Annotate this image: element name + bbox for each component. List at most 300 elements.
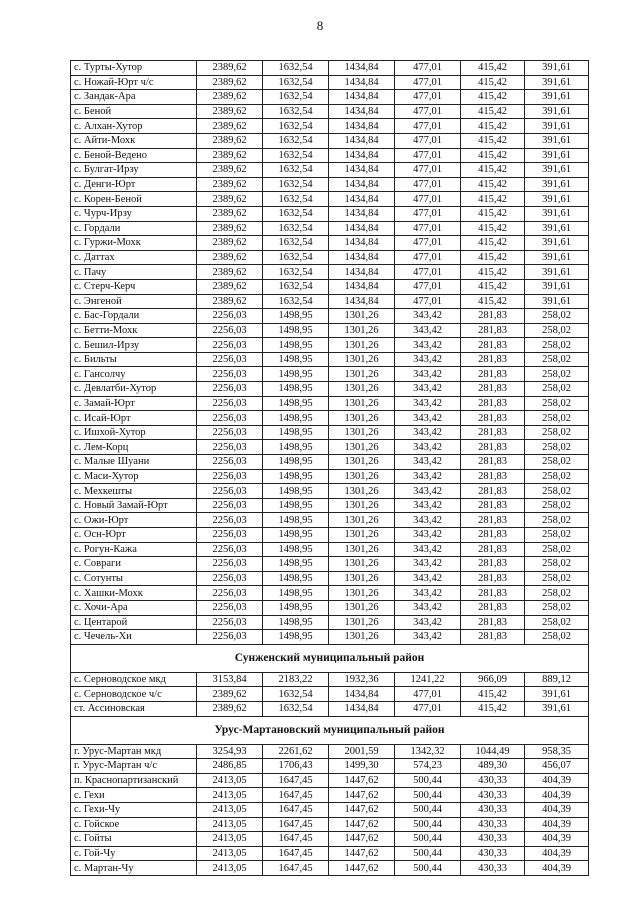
value-cell: 2413,05 xyxy=(197,773,263,788)
table-row xyxy=(71,352,589,367)
value-cell: 1647,45 xyxy=(263,832,329,847)
value-cell: 500,44 xyxy=(395,832,461,847)
table-row xyxy=(71,236,589,251)
value-cell: 958,35 xyxy=(525,744,589,759)
settlement-name-cell: с. Хашки-Мохк xyxy=(71,586,197,601)
value-cell: 1632,54 xyxy=(263,133,329,148)
value-cell: 258,02 xyxy=(525,542,589,557)
value-cell: 1498,95 xyxy=(263,571,329,586)
value-cell: 1447,62 xyxy=(329,773,395,788)
value-cell: 415,42 xyxy=(461,265,525,280)
settlement-name-cell: с. Лем-Корц xyxy=(71,440,197,455)
value-cell: 258,02 xyxy=(525,528,589,543)
value-cell: 2389,62 xyxy=(197,90,263,105)
value-cell: 1498,95 xyxy=(263,440,329,455)
value-cell: 1632,54 xyxy=(263,61,329,76)
value-cell: 404,39 xyxy=(525,773,589,788)
value-cell: 1301,26 xyxy=(329,528,395,543)
settlement-name-cell: с. Корен-Беной xyxy=(71,192,197,207)
value-cell: 1632,54 xyxy=(263,279,329,294)
value-cell: 2256,03 xyxy=(197,411,263,426)
value-cell: 2256,03 xyxy=(197,382,263,397)
value-cell: 477,01 xyxy=(395,294,461,309)
settlement-name-cell: с. Даттах xyxy=(71,250,197,265)
value-cell: 1434,84 xyxy=(329,90,395,105)
value-cell: 1301,26 xyxy=(329,425,395,440)
table-row xyxy=(71,265,589,280)
value-cell: 1241,22 xyxy=(395,672,461,687)
value-cell: 477,01 xyxy=(395,163,461,178)
value-cell: 477,01 xyxy=(395,148,461,163)
value-cell: 391,61 xyxy=(525,133,589,148)
value-cell: 1301,26 xyxy=(329,630,395,645)
settlement-name-cell: с. Ишхой-Хутор xyxy=(71,425,197,440)
value-cell: 1301,26 xyxy=(329,615,395,630)
value-cell: 1342,32 xyxy=(395,744,461,759)
value-cell: 500,44 xyxy=(395,817,461,832)
table-row xyxy=(71,206,589,221)
value-cell: 1434,84 xyxy=(329,687,395,702)
value-cell: 415,42 xyxy=(461,104,525,119)
value-cell: 430,33 xyxy=(461,861,525,876)
value-cell: 1932,36 xyxy=(329,672,395,687)
value-cell: 1632,54 xyxy=(263,206,329,221)
value-cell: 258,02 xyxy=(525,484,589,499)
value-cell: 2256,03 xyxy=(197,484,263,499)
value-cell: 415,42 xyxy=(461,236,525,251)
value-cell: 1647,45 xyxy=(263,861,329,876)
value-cell: 2256,03 xyxy=(197,615,263,630)
value-cell: 477,01 xyxy=(395,192,461,207)
value-cell: 281,83 xyxy=(461,338,525,353)
value-cell: 391,61 xyxy=(525,701,589,716)
value-cell: 391,61 xyxy=(525,119,589,134)
value-cell: 1647,45 xyxy=(263,788,329,803)
value-cell: 1632,54 xyxy=(263,90,329,105)
value-cell: 1434,84 xyxy=(329,104,395,119)
settlement-name-cell: с. Айти-Мохк xyxy=(71,133,197,148)
section-heading: Сунженский муниципальный район xyxy=(71,644,589,672)
value-cell: 281,83 xyxy=(461,440,525,455)
value-cell: 477,01 xyxy=(395,236,461,251)
value-cell: 258,02 xyxy=(525,615,589,630)
value-cell: 2001,59 xyxy=(329,744,395,759)
value-cell: 2256,03 xyxy=(197,352,263,367)
settlement-name-cell: г. Урус-Мартан ч/с xyxy=(71,759,197,774)
value-cell: 1301,26 xyxy=(329,323,395,338)
value-cell: 415,42 xyxy=(461,177,525,192)
value-cell: 430,33 xyxy=(461,832,525,847)
value-cell: 2256,03 xyxy=(197,630,263,645)
value-cell: 2389,62 xyxy=(197,279,263,294)
value-cell: 1044,49 xyxy=(461,744,525,759)
value-cell: 1301,26 xyxy=(329,367,395,382)
value-cell: 391,61 xyxy=(525,104,589,119)
value-cell: 1498,95 xyxy=(263,542,329,557)
value-cell: 2256,03 xyxy=(197,542,263,557)
value-cell: 889,12 xyxy=(525,672,589,687)
value-cell: 343,42 xyxy=(395,498,461,513)
value-cell: 343,42 xyxy=(395,309,461,324)
table-row xyxy=(71,672,589,687)
value-cell: 1498,95 xyxy=(263,498,329,513)
value-cell: 1301,26 xyxy=(329,513,395,528)
value-cell: 477,01 xyxy=(395,279,461,294)
value-cell: 2256,03 xyxy=(197,557,263,572)
value-cell: 2256,03 xyxy=(197,425,263,440)
table-row xyxy=(71,75,589,90)
value-cell: 966,09 xyxy=(461,672,525,687)
value-cell: 477,01 xyxy=(395,119,461,134)
settlement-name-cell: с. Замай-Юрт xyxy=(71,396,197,411)
value-cell: 2413,05 xyxy=(197,832,263,847)
value-cell: 1499,30 xyxy=(329,759,395,774)
value-cell: 1434,84 xyxy=(329,119,395,134)
table-row xyxy=(71,498,589,513)
value-cell: 1706,43 xyxy=(263,759,329,774)
value-cell: 391,61 xyxy=(525,148,589,163)
value-cell: 415,42 xyxy=(461,119,525,134)
value-cell: 258,02 xyxy=(525,513,589,528)
value-cell: 1632,54 xyxy=(263,104,329,119)
value-cell: 281,83 xyxy=(461,352,525,367)
value-cell: 258,02 xyxy=(525,600,589,615)
value-cell: 1301,26 xyxy=(329,469,395,484)
value-cell: 415,42 xyxy=(461,192,525,207)
value-cell: 1301,26 xyxy=(329,542,395,557)
value-cell: 258,02 xyxy=(525,411,589,426)
value-cell: 1498,95 xyxy=(263,425,329,440)
value-cell: 1447,62 xyxy=(329,788,395,803)
settlement-name-cell: с. Бетти-Мохк xyxy=(71,323,197,338)
table-row xyxy=(71,367,589,382)
table-row xyxy=(71,119,589,134)
value-cell: 477,01 xyxy=(395,701,461,716)
value-cell: 2389,62 xyxy=(197,701,263,716)
value-cell: 415,42 xyxy=(461,279,525,294)
table-row xyxy=(71,177,589,192)
value-cell: 2261,62 xyxy=(263,744,329,759)
table-row xyxy=(71,294,589,309)
value-cell: 1301,26 xyxy=(329,352,395,367)
value-cell: 477,01 xyxy=(395,687,461,702)
value-cell: 415,42 xyxy=(461,294,525,309)
value-cell: 456,07 xyxy=(525,759,589,774)
value-cell: 430,33 xyxy=(461,802,525,817)
value-cell: 415,42 xyxy=(461,206,525,221)
value-cell: 281,83 xyxy=(461,309,525,324)
settlement-name-cell: с. Малые Шуани xyxy=(71,455,197,470)
table-row xyxy=(71,484,589,499)
value-cell: 1632,54 xyxy=(263,148,329,163)
value-cell: 1498,95 xyxy=(263,615,329,630)
value-cell: 2413,05 xyxy=(197,861,263,876)
settlement-name-cell: с. Гойское xyxy=(71,817,197,832)
value-cell: 1632,54 xyxy=(263,236,329,251)
table-row xyxy=(71,701,589,716)
value-cell: 1498,95 xyxy=(263,338,329,353)
settlement-name-cell: с. Булгат-Ирзу xyxy=(71,163,197,178)
value-cell: 1498,95 xyxy=(263,396,329,411)
value-cell: 281,83 xyxy=(461,615,525,630)
table-row xyxy=(71,396,589,411)
settlement-name-cell: с. Ожи-Юрт xyxy=(71,513,197,528)
value-cell: 258,02 xyxy=(525,571,589,586)
settlement-name-cell: с. Рогун-Кажа xyxy=(71,542,197,557)
value-cell: 477,01 xyxy=(395,104,461,119)
value-cell: 1434,84 xyxy=(329,265,395,280)
value-cell: 1434,84 xyxy=(329,133,395,148)
value-cell: 1498,95 xyxy=(263,323,329,338)
settlement-name-cell: с. Девлатби-Хутор xyxy=(71,382,197,397)
value-cell: 1498,95 xyxy=(263,309,329,324)
table-row xyxy=(71,759,589,774)
value-cell: 343,42 xyxy=(395,542,461,557)
value-cell: 343,42 xyxy=(395,469,461,484)
value-cell: 2183,22 xyxy=(263,672,329,687)
value-cell: 477,01 xyxy=(395,177,461,192)
settlement-name-cell: с. Алхан-Хутор xyxy=(71,119,197,134)
value-cell: 258,02 xyxy=(525,367,589,382)
table-row xyxy=(71,832,589,847)
value-cell: 391,61 xyxy=(525,61,589,76)
settlement-name-cell: с. Ножай-Юрт ч/с xyxy=(71,75,197,90)
settlement-name-cell: с. Серноводское ч/с xyxy=(71,687,197,702)
table-row xyxy=(71,440,589,455)
value-cell: 281,83 xyxy=(461,498,525,513)
value-cell: 2256,03 xyxy=(197,498,263,513)
value-cell: 1632,54 xyxy=(263,177,329,192)
value-cell: 404,39 xyxy=(525,788,589,803)
value-cell: 2256,03 xyxy=(197,338,263,353)
table-row xyxy=(71,221,589,236)
value-cell: 2256,03 xyxy=(197,586,263,601)
value-cell: 1498,95 xyxy=(263,528,329,543)
settlement-name-cell: с. Гехи-Чу xyxy=(71,802,197,817)
value-cell: 2256,03 xyxy=(197,528,263,543)
table-row xyxy=(71,90,589,105)
table-row xyxy=(71,163,589,178)
value-cell: 391,61 xyxy=(525,192,589,207)
value-cell: 391,61 xyxy=(525,177,589,192)
value-cell: 1632,54 xyxy=(263,163,329,178)
value-cell: 391,61 xyxy=(525,687,589,702)
table-row xyxy=(71,600,589,615)
value-cell: 2389,62 xyxy=(197,148,263,163)
value-cell: 2389,62 xyxy=(197,163,263,178)
settlement-name-cell: с. Серноводское мкд xyxy=(71,672,197,687)
table-row xyxy=(71,773,589,788)
table-row xyxy=(71,630,589,645)
value-cell: 1632,54 xyxy=(263,119,329,134)
value-cell: 2389,62 xyxy=(197,177,263,192)
value-cell: 1632,54 xyxy=(263,701,329,716)
value-cell: 1434,84 xyxy=(329,221,395,236)
value-cell: 258,02 xyxy=(525,455,589,470)
table-body xyxy=(71,61,589,876)
value-cell: 343,42 xyxy=(395,425,461,440)
value-cell: 2256,03 xyxy=(197,571,263,586)
value-cell: 1632,54 xyxy=(263,265,329,280)
value-cell: 2389,62 xyxy=(197,119,263,134)
table-row xyxy=(71,615,589,630)
value-cell: 404,39 xyxy=(525,861,589,876)
value-cell: 281,83 xyxy=(461,630,525,645)
value-cell: 3254,93 xyxy=(197,744,263,759)
value-cell: 1647,45 xyxy=(263,773,329,788)
value-cell: 343,42 xyxy=(395,352,461,367)
value-cell: 2389,62 xyxy=(197,294,263,309)
table-row xyxy=(71,528,589,543)
page-number: 8 xyxy=(316,18,324,33)
tariff-table xyxy=(70,60,589,876)
table-row xyxy=(71,411,589,426)
value-cell: 2256,03 xyxy=(197,455,263,470)
value-cell: 1447,62 xyxy=(329,846,395,861)
value-cell: 477,01 xyxy=(395,61,461,76)
value-cell: 1301,26 xyxy=(329,338,395,353)
value-cell: 1647,45 xyxy=(263,817,329,832)
table-row xyxy=(71,817,589,832)
settlement-name-cell: с. Хочи-Ара xyxy=(71,600,197,615)
settlement-name-cell: с. Гехи xyxy=(71,788,197,803)
settlement-name-cell: с. Гансолчу xyxy=(71,367,197,382)
value-cell: 477,01 xyxy=(395,90,461,105)
value-cell: 1301,26 xyxy=(329,571,395,586)
value-cell: 2389,62 xyxy=(197,265,263,280)
table-row xyxy=(71,571,589,586)
value-cell: 415,42 xyxy=(461,701,525,716)
value-cell: 281,83 xyxy=(461,469,525,484)
value-cell: 574,23 xyxy=(395,759,461,774)
settlement-name-cell: с. Центарой xyxy=(71,615,197,630)
table-row xyxy=(71,513,589,528)
value-cell: 1434,84 xyxy=(329,177,395,192)
value-cell: 343,42 xyxy=(395,630,461,645)
table-row xyxy=(71,788,589,803)
settlement-name-cell: с. Турты-Хутор xyxy=(71,61,197,76)
value-cell: 258,02 xyxy=(525,586,589,601)
settlement-name-cell: с. Мартан-Чу xyxy=(71,861,197,876)
value-cell: 343,42 xyxy=(395,513,461,528)
value-cell: 258,02 xyxy=(525,323,589,338)
table-row xyxy=(71,469,589,484)
value-cell: 415,42 xyxy=(461,148,525,163)
value-cell: 500,44 xyxy=(395,861,461,876)
table-row xyxy=(71,586,589,601)
value-cell: 281,83 xyxy=(461,528,525,543)
value-cell: 391,61 xyxy=(525,75,589,90)
value-cell: 2389,62 xyxy=(197,192,263,207)
value-cell: 391,61 xyxy=(525,265,589,280)
value-cell: 391,61 xyxy=(525,163,589,178)
value-cell: 281,83 xyxy=(461,542,525,557)
settlement-name-cell: с. Зандак-Ара xyxy=(71,90,197,105)
settlement-name-cell: с. Беной xyxy=(71,104,197,119)
table-row xyxy=(71,104,589,119)
value-cell: 1434,84 xyxy=(329,61,395,76)
value-cell: 404,39 xyxy=(525,802,589,817)
value-cell: 1632,54 xyxy=(263,221,329,236)
section-header-row xyxy=(71,644,589,672)
settlement-name-cell: п. Краснопартизанский xyxy=(71,773,197,788)
value-cell: 404,39 xyxy=(525,817,589,832)
value-cell: 343,42 xyxy=(395,484,461,499)
value-cell: 2413,05 xyxy=(197,817,263,832)
value-cell: 1498,95 xyxy=(263,513,329,528)
value-cell: 1447,62 xyxy=(329,802,395,817)
value-cell: 1434,84 xyxy=(329,279,395,294)
value-cell: 258,02 xyxy=(525,309,589,324)
value-cell: 1632,54 xyxy=(263,294,329,309)
value-cell: 2389,62 xyxy=(197,61,263,76)
settlement-name-cell: с. Гой-Чу xyxy=(71,846,197,861)
value-cell: 415,42 xyxy=(461,687,525,702)
value-cell: 1447,62 xyxy=(329,832,395,847)
value-cell: 1434,84 xyxy=(329,206,395,221)
value-cell: 281,83 xyxy=(461,323,525,338)
table-row xyxy=(71,133,589,148)
value-cell: 2389,62 xyxy=(197,104,263,119)
value-cell: 281,83 xyxy=(461,600,525,615)
value-cell: 1301,26 xyxy=(329,484,395,499)
value-cell: 258,02 xyxy=(525,425,589,440)
value-cell: 258,02 xyxy=(525,352,589,367)
value-cell: 1447,62 xyxy=(329,861,395,876)
table-row xyxy=(71,338,589,353)
settlement-name-cell: с. Чечель-Хи xyxy=(71,630,197,645)
value-cell: 1647,45 xyxy=(263,846,329,861)
value-cell: 2389,62 xyxy=(197,75,263,90)
value-cell: 2256,03 xyxy=(197,323,263,338)
settlement-name-cell: с. Энгеной xyxy=(71,294,197,309)
value-cell: 404,39 xyxy=(525,846,589,861)
value-cell: 1498,95 xyxy=(263,382,329,397)
value-cell: 343,42 xyxy=(395,600,461,615)
value-cell: 2256,03 xyxy=(197,513,263,528)
value-cell: 477,01 xyxy=(395,206,461,221)
settlement-name-cell: с. Новый Замай-Юрт xyxy=(71,498,197,513)
section-heading: Урус-Мартановский муниципальный район xyxy=(71,716,589,744)
value-cell: 1434,84 xyxy=(329,75,395,90)
value-cell: 258,02 xyxy=(525,469,589,484)
value-cell: 1301,26 xyxy=(329,440,395,455)
value-cell: 391,61 xyxy=(525,294,589,309)
value-cell: 281,83 xyxy=(461,557,525,572)
settlement-name-cell: с. Совраги xyxy=(71,557,197,572)
table-row xyxy=(71,455,589,470)
value-cell: 343,42 xyxy=(395,571,461,586)
value-cell: 2256,03 xyxy=(197,396,263,411)
table-row xyxy=(71,192,589,207)
value-cell: 1498,95 xyxy=(263,484,329,499)
value-cell: 1434,84 xyxy=(329,236,395,251)
settlement-name-cell: с. Чурч-Ирзу xyxy=(71,206,197,221)
value-cell: 477,01 xyxy=(395,265,461,280)
value-cell: 2256,03 xyxy=(197,440,263,455)
value-cell: 258,02 xyxy=(525,396,589,411)
value-cell: 281,83 xyxy=(461,586,525,601)
value-cell: 2256,03 xyxy=(197,309,263,324)
value-cell: 1632,54 xyxy=(263,250,329,265)
value-cell: 415,42 xyxy=(461,250,525,265)
table-row xyxy=(71,279,589,294)
value-cell: 1434,84 xyxy=(329,192,395,207)
value-cell: 1301,26 xyxy=(329,309,395,324)
settlement-name-cell: с. Стерч-Керч xyxy=(71,279,197,294)
value-cell: 477,01 xyxy=(395,75,461,90)
value-cell: 1301,26 xyxy=(329,498,395,513)
